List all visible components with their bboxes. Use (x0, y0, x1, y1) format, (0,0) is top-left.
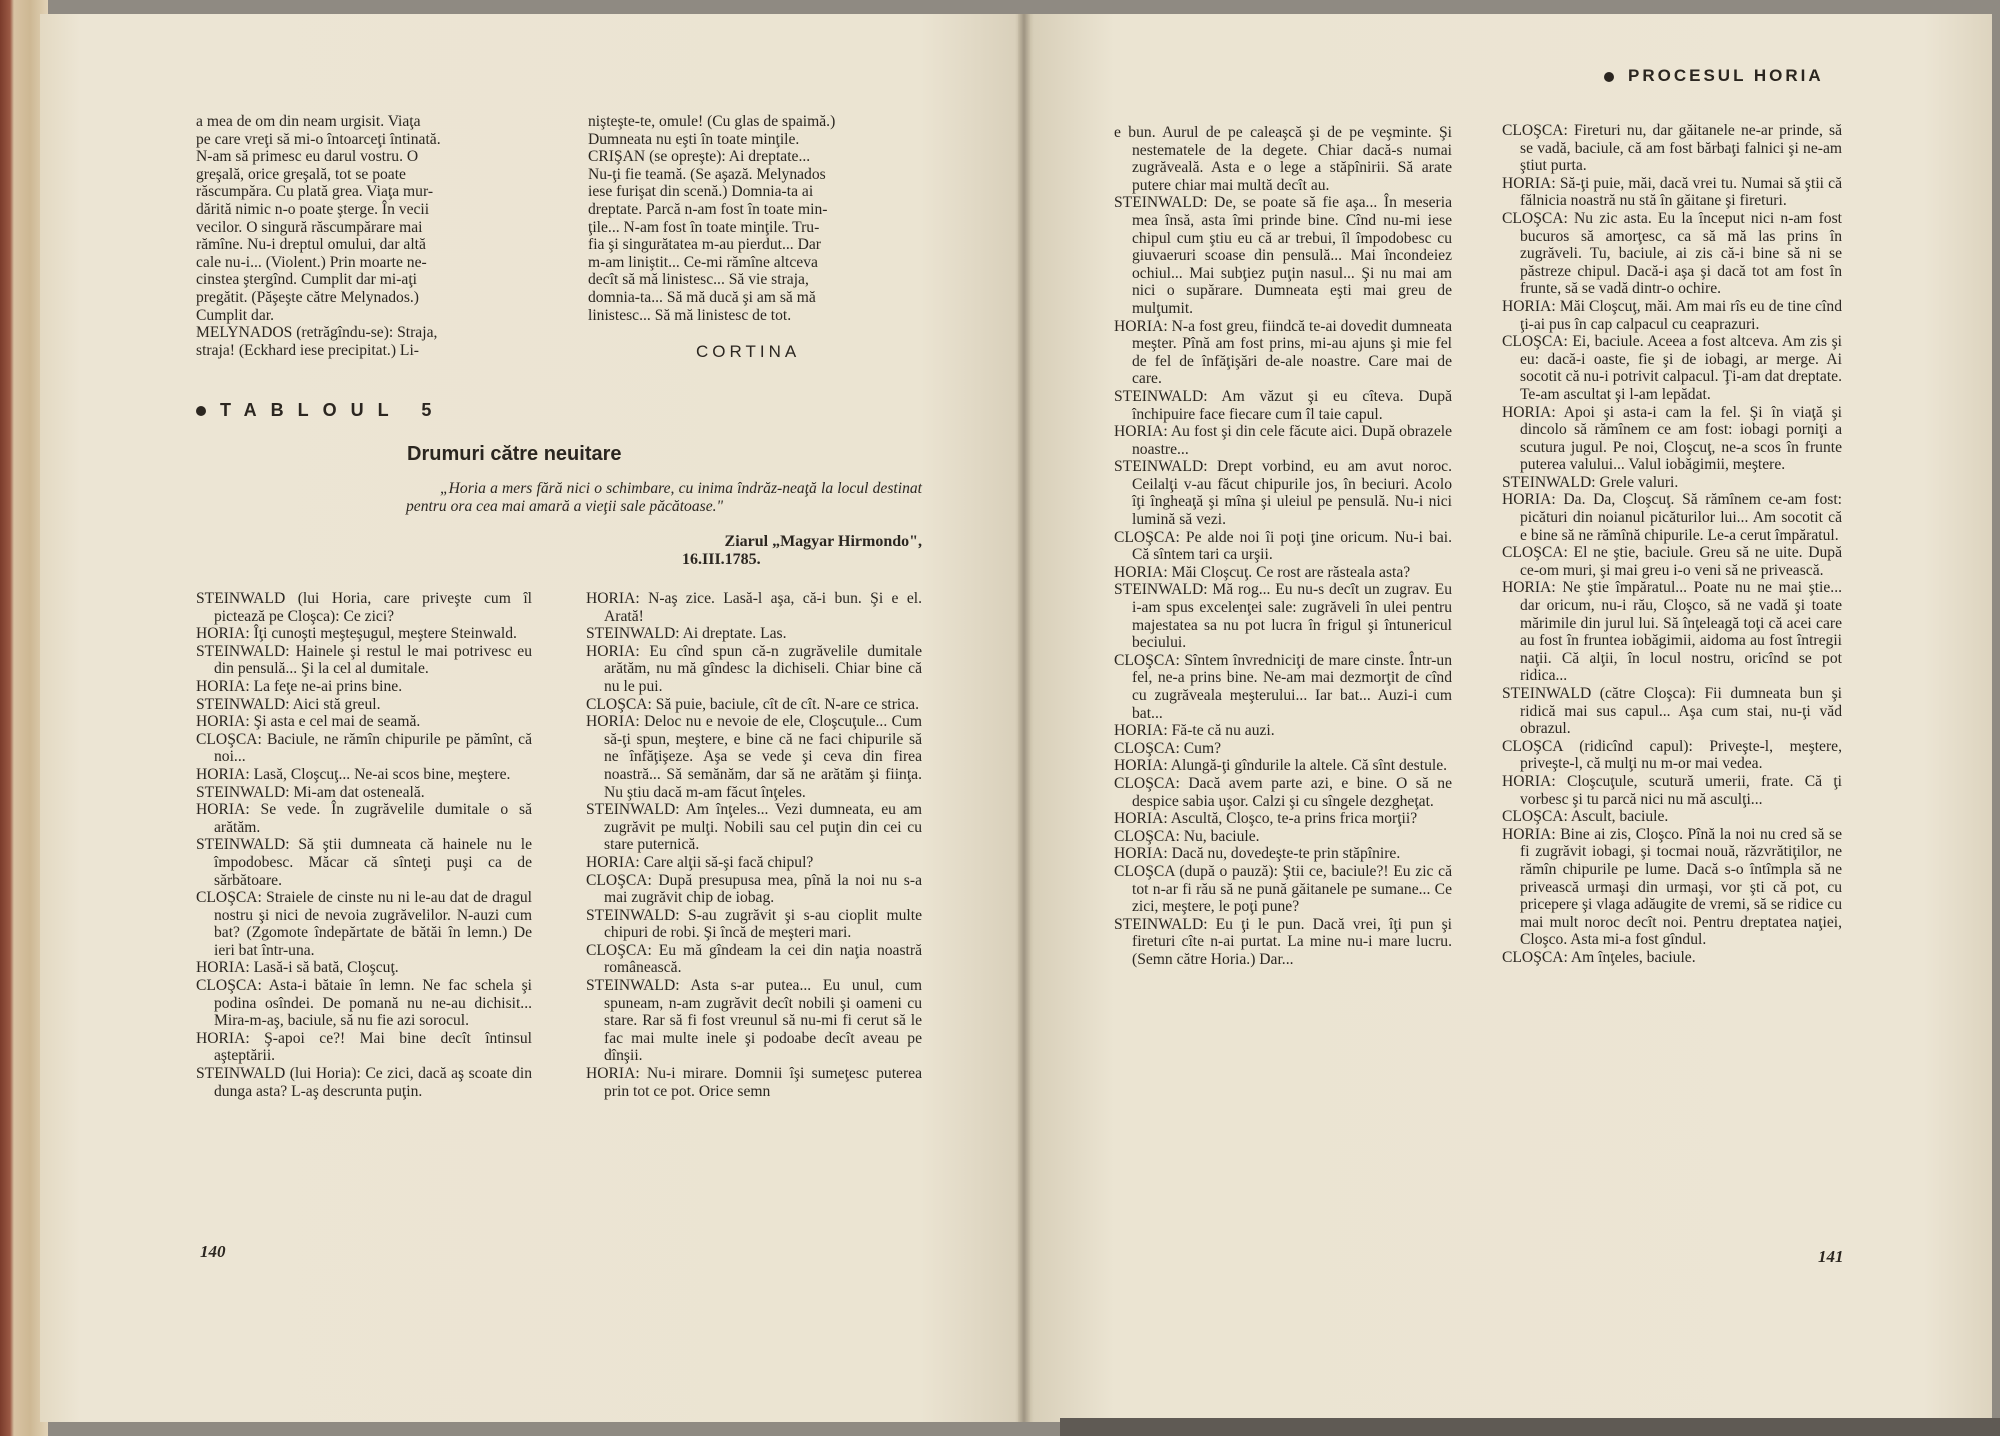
text-line: HORIA: Da. Da, Cloşcuţ. Să rămînem ce-am fost: picături din noianul picăturilor lui... Am socotit că e bine să ne rămînă chipurile. Le-a cerut împăratul. (1502, 491, 1842, 544)
text-line: HORIA: Nu-i mirare. Domnii îşi sumeţesc puterea prin tot ce pot. Orice semn (586, 1065, 922, 1100)
text-line: răscumpăra. Cu plată grea. Viaţa mur- (196, 183, 434, 201)
text-line: HORIA: La feţe ne-ai prins bine. (196, 677, 403, 695)
text-line: CLOŞCA: Pe alde noi îi poţi ţine oricum. Nu-i bai. Că sîntem tari ca urşii. (1114, 528, 1452, 564)
text-line: CLOŞCA: Ei, baciule. Aceea a fost altceva. Am zis şi eu: dacă-i oaste, fie şi de iobagi, ar merge. Ai socotit că nu-i potrivit calpacul. Ţi-am dat dreptate. Te-am ascultat şi l-am lepădat. (1502, 333, 1842, 403)
epigraph: „Horia a mers fără nici o schimbare, cu inima îndrăz-neaţă la locul destinat pentru ora cea mai amară a vieţii sale păcătoase." (406, 480, 922, 515)
scene-number: TABLOUL 5 (220, 400, 446, 420)
text-line: e bun. Aurul de pe caleaşcă şi de pe veşminte. Şi nestematele de la degete. Chiar dacă-s numai zugrăveală. Asta e o lege a stăpînirii. Să arate putere chiar mai multă decît au. (1114, 124, 1452, 194)
text-line: CLOŞCA: Asta-i bătaie în lemn. Ne fac schela şi podina osîndei. De pomană nu ne-au dichisit... Mira-m-aş, baciule, să nu fie azi sorocul. (196, 977, 532, 1030)
text-line: HORIA: Măi Cloşcuţ. Ce rost are răsteala asta? (1114, 563, 1411, 581)
text-line: HORIA: Au fost şi din cele făcute aici. După obrazele noastre... (1114, 423, 1452, 458)
text-line: CLOŞCA: Dacă avem parte azi, e bine. O să ne despice sabia uşor. Calzi şi cu sîngele dezgheţat. (1114, 774, 1452, 810)
text-line: HORIA: Ş-apoi ce?! Mai bine decît întinsul aşteptării. (196, 1029, 532, 1065)
text-line: HORIA: Eu cînd spun că-n zugrăvelile dumitale arătăm, nu mă gîndesc la dichiseli. Chiar bine că nu le pui. (586, 642, 922, 695)
text-line: HORIA: Ascultă, Cloşco, te-a prins frica morţii? (1114, 810, 1418, 828)
text-line: STEINWALD: Asta s-ar putea... Eu unul, cum spuneam, n-am zugrăvit decît nobili şi oameni cu stare. Rar să fi fost vreunul să nu-mi fi cerut să le fac mai multe inele şi podoabe decît aveau pe dînşii. (586, 977, 922, 1065)
text-line: STEINWALD (lui Horia): Ce zici, dacă aş scoate din dunga asta? L-aş descrunta puţin. (196, 1065, 532, 1100)
text-line: HORIA: Alungă-ţi gîndurile la altele. Că sînt destule. (1114, 757, 1448, 775)
bullet-icon (196, 406, 206, 416)
text-line: STEINWALD (lui Horia, care priveşte cum îl pictează pe Cloşca): Ce zici? (196, 590, 532, 625)
text-line: HORIA: Cloşcuţule, scutură umerii, frate. Că ţi vorbesc şi tu parcă nici nu mă asculţi... (1502, 772, 1842, 808)
text-line: CLOŞCA: Cum? (1114, 739, 1222, 757)
text-line: Dumneata nu eşti în toate minţile. (588, 130, 800, 148)
text-line: STEINWALD: Mă rog... Eu nu-s decît un zugrav. Eu i-am spus excelenţei sale: zugrăveli în ulei pentru majestatea sa nu pot lucra în frigul şi întunericul beciului. (1114, 581, 1452, 652)
text-line: CLOŞCA: Am înţeles, baciule. (1502, 948, 1696, 966)
text-line: nişteşte-te, omule! (Cu glas de spaimă.) (588, 113, 836, 130)
text-line: HORIA: Apoi şi asta-i cam la fel. Şi în viaţă şi dincolo să rămînem ce am fost: iobagi porniţi a scutura jugul. Pe noi, Cloşcuţ, ne-a scos în frunte puterea valului... Valul iobăgimii, meştere. (1502, 403, 1842, 474)
text-line: N-am să primesc eu darul vostru. O (196, 148, 419, 166)
text-line: STEINWALD: S-au zugrăvit şi s-au cioplit multe chipuri de robi. Şi încă de meşteri mari. (586, 906, 922, 942)
source-line-1: Ziarul „Magyar Hirmondo", (724, 533, 922, 550)
text-line: HORIA: N-a fost greu, fiindcă te-ai dovedit dumneata meşter. Pînă am fost prins, mi-au ajuns şi mie fel de fel de înfăţişări de-ale noastre. Care mai de care. (1114, 317, 1452, 388)
text-line: fia şi singurătatea m-au pierdut... Dar (588, 236, 821, 254)
text-line: Cumplit dar. (196, 306, 274, 324)
page-number-left: 140 (200, 1242, 226, 1261)
text-line: HORIA: Fă-te că nu auzi. (1114, 722, 1275, 740)
left-column-b-top (588, 113, 922, 324)
left-column-a-bottom (196, 590, 532, 1100)
text-line: CLOŞCA: Nu zic asta. Eu la început nici n-am fost bucuros să amorţesc, ca să mă las prins în zugrăveli. Tu, baciule, ai zis că-i bine să ni se păstreze chipul. Dacă-i aşa şi dacă tot am fost în frunte, să se vadă dintr-o ochire. (1502, 209, 1842, 298)
text-line: dărită nimic n-o poate şterge. În vecii (196, 200, 430, 218)
text-line: cinstea ştergînd. Cumplit dar mi-aţi (196, 271, 418, 289)
text-line: pe care vreţi să mi-o întoarceţi întinată. (196, 130, 441, 148)
text-line: rămîne. Nu-i dreptul omului, dar altă (196, 236, 426, 254)
text-line: STEINWALD (către Cloşca): Fii dumneata bun şi ridică mai sus capul... Aşa cum stai, nu-ţi văd obrazul. (1502, 685, 1842, 738)
text-line: cale nu-i... (Violent.) Prin moarte ne- (196, 253, 427, 271)
text-line: CLOŞCA: Nu, baciule. (1114, 827, 1260, 845)
text-line: vecilor. O singură răscumpărare mai (196, 218, 423, 236)
bullet-icon (1604, 72, 1614, 82)
text-line: CLOŞCA (ridicînd capul): Priveşte-l, meştere, priveşte-l, că mulţi nu m-or mai vedea. (1502, 737, 1842, 773)
text-line: HORIA: Deloc nu e nevoie de ele, Cloşcuţule... Cum să-ţi spun, meştere, e bine că ne faci chipurile să ne înfăţişeze. Aşa se vede şi ceva din firea noastră... Să semănăm, dar să ne arătăm şi fiinţa. Nu ştiu dacă m-am făcut înţeles. (586, 713, 922, 801)
text-line: STEINWALD: Grele valuri. (1502, 473, 1679, 491)
text-line: Nu-ţi fie teamă. (Se aşază. Melynados (588, 165, 826, 183)
text-line: CLOŞCA: După presupusa mea, pînă la noi nu s-a mai zugrăvit chip de iobag. (586, 871, 922, 907)
text-line: HORIA: Dacă nu, dovedeşte-te prin stăpînire. (1114, 845, 1401, 863)
left-column-a-top (196, 113, 496, 359)
text-line: a mea de om din neam urgisit. Viaţa (196, 113, 421, 130)
page-number-right: 141 (1818, 1247, 1844, 1266)
text-line: CLOŞCA: Ascult, baciule. (1502, 808, 1669, 826)
text-line: m-am liniştit... Ce-mi rămîne altceva (588, 253, 818, 271)
text-line: HORIA: Să-ţi puie, măi, dacă vrei tu. Numai să ştii că fălnicia noastră nu stă în găitane şi fireturi. (1502, 174, 1842, 210)
text-line: STEINWALD: Eu ţi le pun. Dacă vrei, îţi pun şi fireturi cîte n-ai purtat. La mine nu-i mare lucru. (Semn către Horia.) Dar... (1114, 915, 1452, 968)
text-line: CLOŞCA: Să puie, baciule, cît de cît. N-are ce strica. (586, 695, 919, 713)
curtain-marker: CORTINA (696, 342, 801, 361)
left-column-b-bottom (586, 590, 922, 1100)
text-line: linistesc... Să mă linistesc de tot. (588, 306, 792, 324)
text-line: STEINWALD: Drept vorbind, eu am avut noroc. Ceilalţi v-au făcut chipurile jos, în beciuri. Acolo îţi îngheaţă şi mîna şi uleiul pe pensulă. Nu-i nici lumină să vezi. (1114, 458, 1452, 529)
epigraph-source (640, 533, 922, 569)
table-surface (1060, 1418, 2000, 1436)
text-line: iese furişat din scenă.) Domnia-ta ai (588, 183, 814, 201)
text-line: CLOŞCA: El ne ştie, baciule. Greu să ne uite. După ce-om muri, şi mai greu i-o veni să ne privească. (1502, 544, 1842, 579)
right-column-b (1502, 122, 1842, 967)
text-line: greşală, orice greşală, tot se poate (196, 165, 406, 183)
text-line: CRIŞAN (se opreşte): Ai dreptate... (588, 148, 811, 166)
text-line: HORIA: Îţi cunoşti meşteşugul, meştere Steinwald. (196, 625, 517, 643)
text-line: straja! (Eckhard iese precipitat.) Li- (196, 341, 419, 359)
text-line: STEINWALD: Am văzut şi eu cîteva. După închipuire face fiecare cum îl taie capul. (1114, 387, 1452, 423)
text-line: HORIA: Ne ştie împăratul... Poate nu ne mai ştie... dar oricum, nu-i rău, Cloşco, să ne vadă şi toate mărimile din jurul lui. Să înţeleagă toţi că acei care au fost în fruntea iobăgimii, aidoma au fost întregii naţii. Că alţii, în locul nostru, oricînd se pot ridica... (1502, 579, 1842, 685)
text-line: STEINWALD: Ai dreptate. Las. (586, 625, 787, 643)
text-line: CLOŞCA (după o pauză): Ştii ce, baciule?! Eu zic că tot n-ar fi rău să ne pună găitanele pe sumane... Ce zici, meştere, le poţi pune? (1114, 862, 1452, 916)
scene-title: Drumuri către neuitare (407, 443, 622, 465)
text-line: HORIA: Măi Cloşcuţ, măi. Am mai rîs eu de tine cînd ţi-ai pus în cap calpacul cu ceaprazuri. (1502, 297, 1842, 333)
text-line: HORIA: Care alţii să-şi facă chipul? (586, 853, 814, 871)
text-line: decît să mă linistesc... Să vie straja, (588, 271, 809, 289)
text-line: STEINWALD: Mi-am dat osteneală. (196, 783, 425, 801)
text-line: HORIA: N-aş zice. Lasă-l aşa, că-i bun. Şi e el. Arată! (586, 590, 922, 625)
text-line: MELYNADOS (retrăgîndu-se): Straja, (196, 324, 438, 342)
text-line: STEINWALD: De, se poate să fie aşa... În meseria mea însă, asta îmi prinde bine. Cînd nu-mi iese chipul cum ştiu eu că ar trebui, îl împodobesc cu giuvaeruri scoase din pensulă... Mai încondeiez ochiul... Mai subţiez puţin nasul... Şi nu mai am nici o supărare. Dumneata eşti mai greu de mulţumit. (1114, 194, 1452, 317)
right-column-a (1114, 124, 1452, 969)
text-line: HORIA: Lasă-i să bată, Cloşcuţ. (196, 959, 399, 977)
text-line: CLOŞCA: Sîntem învredniciţi de mare cinste. Într-un fel, ne-a prins bine. Ne-am mai dezmorţit de cînd cu zugrăveala meşterului... Iar bat... Auzi-i cum bat... (1114, 651, 1452, 722)
book-gutter (1018, 14, 1030, 1422)
text-line: CLOŞCA: Straiele de cinste nu ni le-au dat de dragul nostru şi nici de nevoia zugrăvelilor. N-auzi cum bat? (Zgomote îndepărtate de bătăi în lemn.) De ieri bat într-una. (196, 889, 532, 959)
scene-heading (196, 400, 445, 421)
text-line: HORIA: Bine ai zis, Cloşco. Pînă la noi nu cred să se fi zugrăvit iobagi, şi tocmai nouă, răzvrătiţilor, ne rămîn chipurile pe lume. Dacă s-o întîmpla să ne privească urmaşi din urmaşi, vor şti că pot, cu pricepere şi vlaga adăugite de vremi, să se ridice cu mai mult noroc decît noi. Pentru dreptatea naţiei, Cloşco. Asta mi-a fost gîndul. (1502, 825, 1842, 949)
text-line: STEINWALD: Să ştii dumneata că hainele nu le împodobesc. Măcar că sînteţi puşi ca de sărbătoare. (196, 836, 532, 889)
text-line: STEINWALD: Aici stă greul. (196, 695, 381, 713)
text-line: HORIA: Şi asta e cel mai de seamă. (196, 713, 421, 731)
running-head (1604, 66, 1824, 86)
text-line: CLOŞCA: Eu mă gîndeam la cei din naţia noastră românească. (586, 941, 922, 977)
text-line: CLOŞCA: Baciule, ne rămîn chipurile pe pămînt, că noi... (196, 730, 532, 766)
text-line: HORIA: Se vede. În zugrăvelile dumitale o să arătăm. (196, 801, 532, 836)
text-line: HORIA: Lasă, Cloşcuţ... Ne-ai scos bine, meştere. (196, 765, 511, 783)
text-line: domnia-ta... Să mă ducă şi am să mă (588, 288, 816, 306)
source-line-2: 16.III.1785. (682, 551, 761, 568)
text-line: dreptate. Parcă n-am fost în toate min- (588, 200, 828, 218)
text-line: ţile... N-am fost în toate minţile. Tru- (588, 218, 820, 236)
text-line: STEINWALD: Am înţeles... Vezi dumneata, eu am zugrăvit pe mulţi. Nobili sau cel puţin din cei cu stare puternică. (586, 801, 922, 854)
text-line: pregătit. (Păşeşte către Melynados.) (196, 288, 419, 306)
running-head-text: PROCESUL HORIA (1628, 66, 1824, 85)
text-line: CLOŞCA: Fireturi nu, dar găitanele ne-ar prinde, să se vadă, baciule, că am fost bărbaţi falnici şi ne-am ştiut purta. (1502, 122, 1842, 175)
text-line: STEINWALD: Hainele şi restul le mai potrivesc eu din pensulă... Şi la cel al dumitale. (196, 642, 532, 678)
